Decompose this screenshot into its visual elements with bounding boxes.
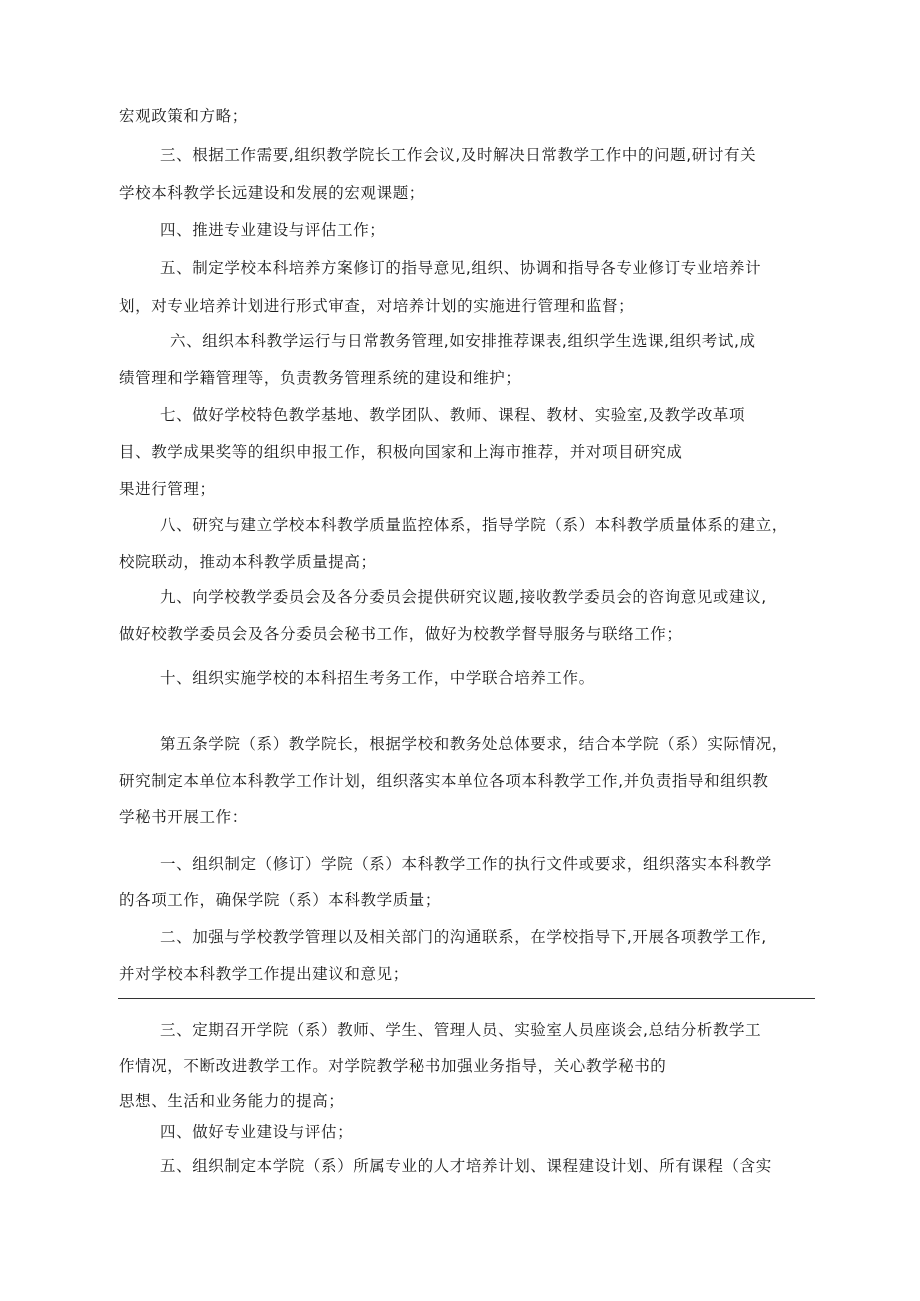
text-line: 七、做好学校特色教学基地、教学团队、教师、课程、教材、实验室,及教学改革项 [160,406,746,424]
text-line: 的各项工作，确保学院（系）本科教学质量； [119,891,442,909]
text-line: 果进行管理； [119,480,216,498]
text-line: 三、根据工作需要,组织教学院长工作会议,及时解决日常教学工作中的问题,研讨有关 [160,146,757,164]
text-line: 研究制定本单位本科教学工作计划，组织落实本单位各项本科教学工作,并负责指导和组织教 [119,772,769,790]
text-line: 学秘书开展工作： [119,808,248,826]
text-line: 并对学校本科教学工作提出建议和意见； [119,965,409,983]
text-line: 做好校教学委员会及各分委员会秘书工作，做好为校教学督导服务与联络工作； [119,625,683,643]
text-line: 校院联动，推动本科教学质量提高； [119,553,377,571]
text-line: 一、组织制定（修订）学院（系）本科教学工作的执行文件或要求，组织落实本科教学 [160,855,772,873]
text-line: 十、组织实施学校的本科招生考务工作，中学联合培养工作。 [160,669,595,687]
horizontal-rule [118,998,815,999]
text-line: 绩管理和学籍管理等，负责教务管理系统的建设和维护； [119,369,522,387]
text-line: 目、教学成果奖等的组织申报工作，积极向国家和上海市推荐，并对项目研究成 [119,443,683,461]
text-line: 四、做好专业建设与评估； [160,1123,354,1141]
text-line: 六、组织本科教学运行与日常教务管理,如安排推荐课表,组织学生选课,组织考试,成 [170,332,756,350]
text-line: 学校本科教学长远建设和发展的宏观课题； [119,184,425,202]
text-line: 二、加强与学校教学管理以及相关部门的沟通联系，在学校指导下,开展各项教学工作, [160,928,767,946]
text-line: 三、定期召开学院（系）教师、学生、管理人员、实验室人员座谈会,总结分析教学工 [160,1021,762,1039]
text-line: 八、研究与建立学校本科教学质量监控体系，指导学院（系）本科教学质量体系的建立， [160,516,788,534]
text-line: 思想、生活和业务能力的提高； [119,1092,345,1110]
text-line: 五、组织制定本学院（系）所属专业的人才培养计划、课程建设计划、所有课程（含实 [160,1157,772,1175]
text-line: 九、向学校教学委员会及各分委员会提供研究议题,接收教学委员会的咨询意见或建议, [160,588,767,606]
text-line: 宏观政策和方略； [119,107,248,125]
text-line: 作情况，不断改进教学工作。对学院教学秘书加强业务指导，关心教学秘书的 [119,1057,667,1075]
text-line: 第五条学院（系）教学院长，根据学校和教务处总体要求，结合本学院（系）实际情况， [160,735,788,753]
text-line: 四、推进专业建设与评估工作； [160,221,386,239]
text-line: 五、制定学校本科培养方案修订的指导意见,组织、协调和指导各专业修订专业培养计 [160,259,762,277]
text-line: 划，对专业培养计划进行形式审查，对培养计划的实施进行管理和监督； [119,297,635,315]
